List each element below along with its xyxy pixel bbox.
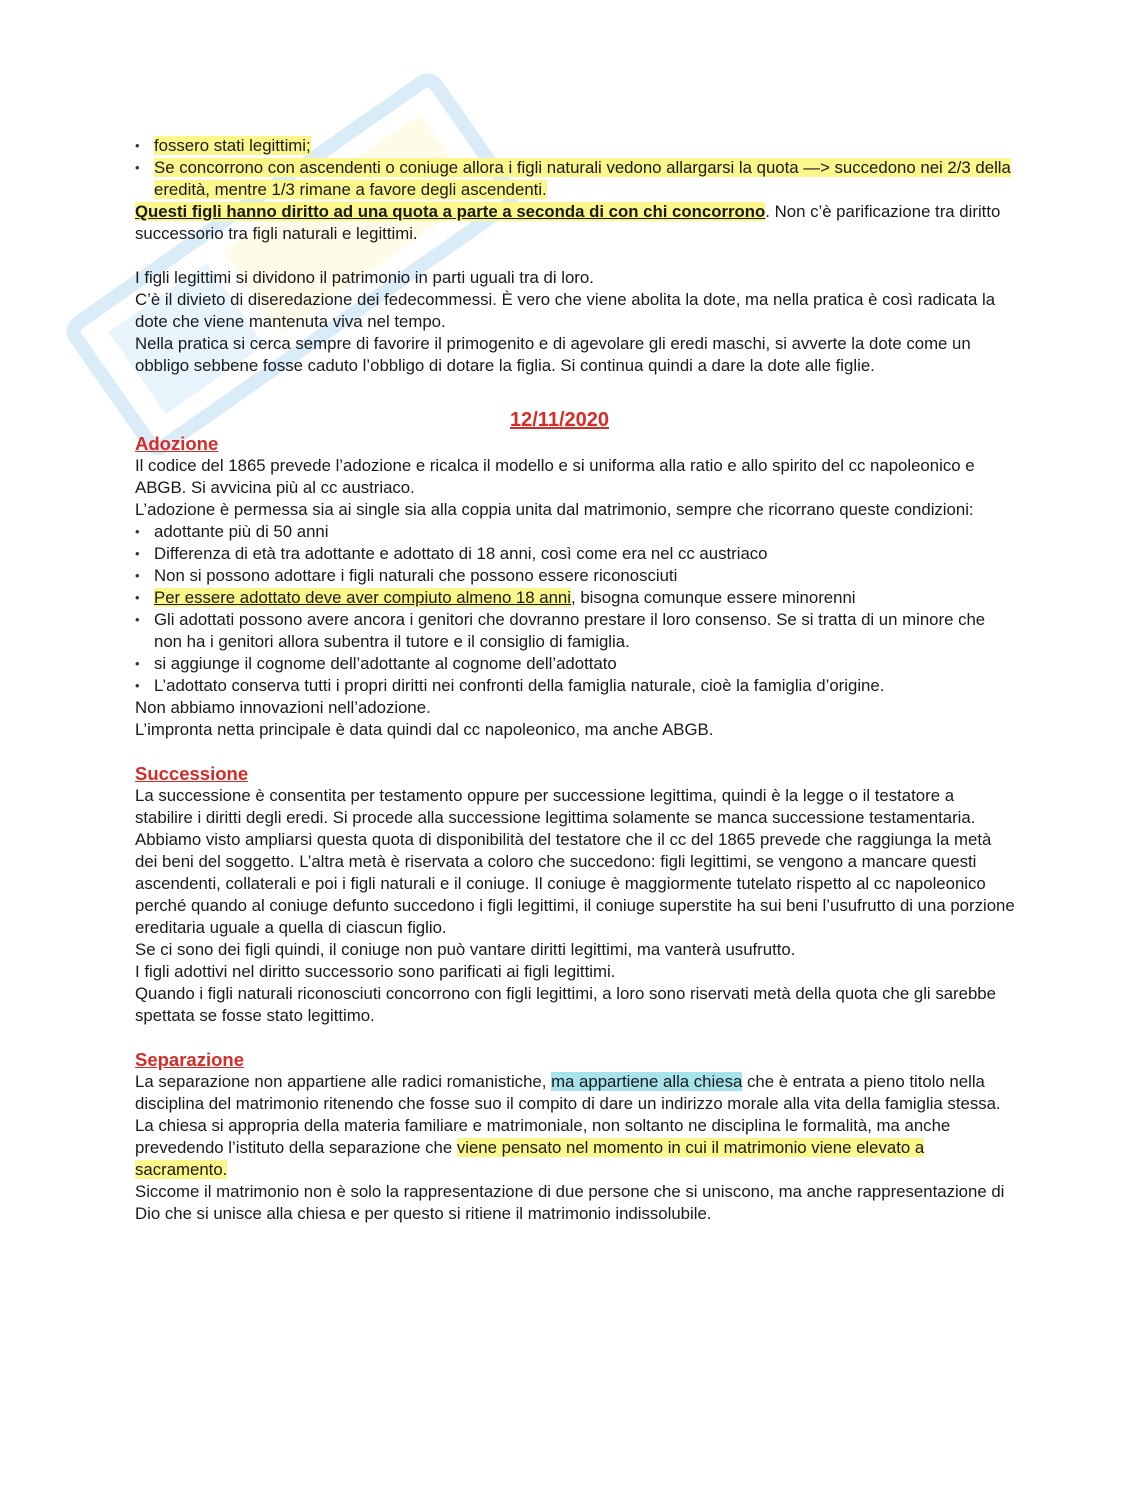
section-title-successione: Successione: [135, 763, 249, 784]
paragraph: [135, 1071, 1015, 1181]
bold-highlighted-text: Questi figli hanno diritto ad una quota a parte a seconda di con chi concorrono: [135, 202, 766, 221]
list-item: • adottante più di 50 anni: [135, 521, 1015, 543]
highlighted-text: fossero stati legittimi;: [154, 136, 311, 155]
bullet-list-top-2: [135, 157, 1015, 201]
list-item: • Gli adottati possono avere ancora i genitori che dovranno prestare il loro consenso. Se si tratta di un minore che non ha i genitori allora subentra il tutore e il consiglio di famiglia.: [135, 609, 1015, 653]
paragraph-text: La separazione non appartiene alle radici romanistiche,: [135, 1072, 552, 1091]
paragraph: L’impronta netta principale è data quindi dal cc napoleonico, ma anche ABGB.: [135, 720, 714, 739]
paragraph: Abbiamo visto ampliarsi questa quota di disponibilità del testatore che il cc del 1865 prevede che raggiunga la metà dei beni del soggetto. L’altra metà è riservata a coloro che succedono: figli legittimi, se vengono a mancare questi ascendenti, collaterali e poi i figli naturali e il coniuge. Il coniuge è maggiormente tutelato rispetto al cc napoleonico perché quando al coniuge defunto succedono i figli legittimi, il coniuge superstite ha sui beni l’usufrutto di una porzione ereditaria uguale a quella di ciascun figlio.: [135, 830, 1015, 937]
paragraph: C’è il divieto di diseredazione dei fedecommessi. È vero che viene abolita la dote, ma nella pratica è così radicata la dote che viene mantenuta viva nel tempo.: [135, 290, 996, 331]
list-item: • si aggiunge il cognome dell’adottante al cognome dell’adottato: [135, 653, 1015, 675]
document-page: [135, 135, 1015, 1225]
highlighted-text: viene pensato nel momento in cui il matrimonio viene elevato a sacramento.: [135, 1138, 925, 1179]
section-title-adozione: Adozione: [135, 433, 219, 454]
highlighted-text: Se concorrono con ascendenti o coniuge allora i figli naturali vedono allargarsi la quota —> succedono nei 2/3 della eredità, mentre 1/3 rimane a favore degli ascendenti.: [154, 158, 1011, 199]
paragraph: I figli adottivi nel diritto successorio sono parificati ai figli legittimi.: [135, 962, 616, 981]
paragraph: Non abbiamo innovazioni nell’adozione.: [135, 698, 431, 717]
paragraph: Siccome il matrimonio non è solo la rappresentazione di due persone che si uniscono, ma anche rappresentazione di Dio che si unisce alla chiesa e per questo si ritiene il matrimonio indissolubile.: [135, 1182, 1005, 1223]
paragraph: Il codice del 1865 prevede l’adozione e ricalca il modello e si uniforma alla ratio e allo spirito del cc napoleonico e ABGB. Si avvicina più al cc austriaco.: [135, 456, 975, 497]
bullet-list-top: [135, 135, 1015, 157]
paragraph: [135, 201, 1015, 245]
paragraph: Se ci sono dei figli quindi, il coniuge non può vantare diritti legittimi, ma vanterà usufrutto.: [135, 940, 796, 959]
paragraph: I figli legittimi si dividono il patrimonio in parti uguali tra di loro.: [135, 268, 594, 287]
paragraph: Nella pratica si cerca sempre di favorire il primogenito e di agevolare gli eredi maschi, si avverte la dote come un obbligo sebbene fosse caduto l’obbligo di dotare la figlia. Si continua quindi a dare la dote alle figlie.: [135, 334, 971, 375]
highlighted-text: Per essere adottato deve aver compiuto almeno 18 anni: [154, 588, 571, 607]
paragraph-text: che è entrata a pieno titolo nella disciplina del matrimonio ritenendo che fosse suo il compito di dare un indirizzo morale alla vita della famiglia stessa. La chiesa si appropria della materia familiare e matrimoniale, non soltanto ne disciplina le formalità, ma anche prevedendo l’istituto della separazione che: [135, 1072, 1001, 1157]
list-item: [135, 587, 1015, 609]
paragraph: La successione è consentita per testamento oppure per successione legittima, quindi è la legge o il testatore a stabilire i diritti degli eredi. Si procede alla successione legittima solamente se manca successione testamentaria.: [135, 786, 976, 827]
list-item: • Differenza di età tra adottante e adottato di 18 anni, così come era nel cc austriaco: [135, 543, 1015, 565]
list-item-continuation: [135, 135, 1015, 157]
list-item: [135, 157, 1015, 201]
paragraph-text: . Non c’è parificazione tra diritto successorio tra figli naturali e legittimi.: [135, 202, 1001, 243]
highlighted-text-cyan: ma appartiene alla chiesa: [551, 1072, 743, 1091]
section-title-separazione: Separazione: [135, 1049, 244, 1070]
bullet-list-adozione: [135, 521, 1015, 697]
paragraph: Quando i figli naturali riconosciuti concorrono con figli legittimi, a loro sono riservati metà della quota che gli sarebbe spettata se fosse stato legittimo.: [135, 984, 996, 1025]
list-item: • Non si possono adottare i figli naturali che possono essere riconosciuti: [135, 565, 1015, 587]
paragraph: L’adozione è permessa sia ai single sia alla coppia unita dal matrimonio, sempre che ricorrano queste condizioni:: [135, 500, 974, 519]
date-heading: 12/11/2020: [510, 409, 609, 431]
list-item-text: , bisogna comunque essere minorenni: [571, 588, 856, 607]
list-item: • L’adottato conserva tutti i propri diritti nei confronti della famiglia naturale, cioè la famiglia d’origine.: [135, 675, 1015, 697]
